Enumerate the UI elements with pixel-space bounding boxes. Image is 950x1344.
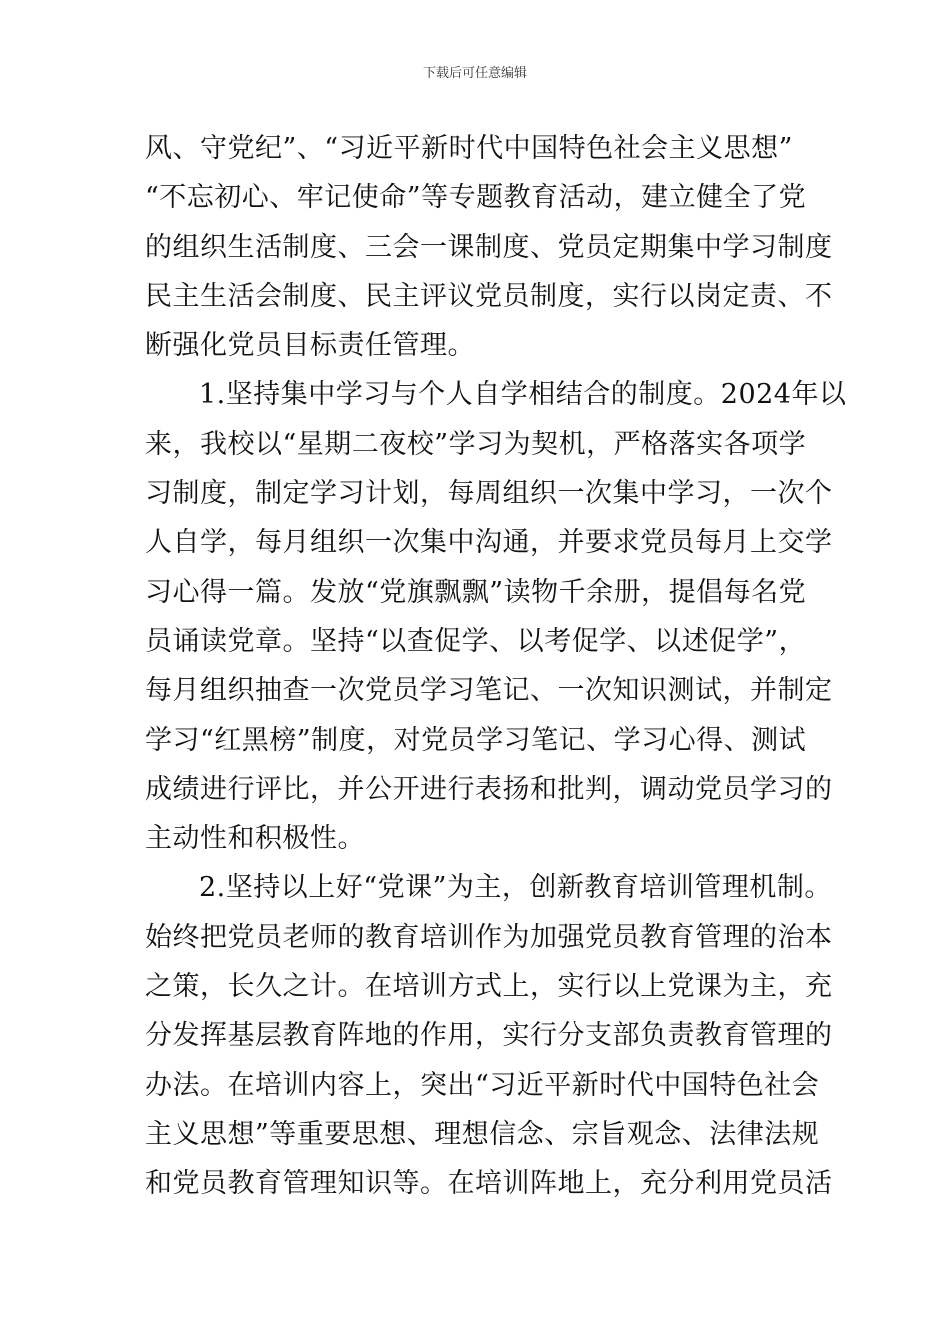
text-line: 习心得一篇。发放“党旗飘飘”读物千余册，提倡每名党 xyxy=(145,576,807,608)
text-line: 的组织生活制度、三会一课制度、党员定期集中学习制度 xyxy=(145,231,833,263)
text-line: 分发挥基层教育阵地的作用，实行分支部负责教育管理的 xyxy=(145,1020,833,1052)
text-line: 来，我校以“星期二夜校”学习为契机，严格落实各项学 xyxy=(145,428,807,460)
text-line: “不忘初心、牢记使命”等专题教育活动，建立健全了党 xyxy=(145,182,807,214)
text-line: 主义思想”等重要思想、理想信念、宗旨观念、法律法规 xyxy=(145,1118,820,1150)
paragraph-start-line: 1.坚持集中学习与个人自学相结合的制度。2024年以 xyxy=(199,379,847,411)
text-line: 每月组织抽查一次党员学习笔记、一次知识测试，并制定 xyxy=(145,675,833,707)
text-line: 学习“红黑榜”制度，对党员学习笔记、学习心得、测试 xyxy=(145,724,807,756)
text-line: 始终把党员老师的教育培训作为加强党员教育管理的治本 xyxy=(145,921,833,953)
page-header: 下载后可任意编辑 xyxy=(422,66,527,81)
text-line: 主动性和积极性。 xyxy=(145,823,365,855)
text-line: 员诵读党章。坚持“以查促学、以考促学、以述促学”， xyxy=(145,625,807,657)
text-line: 成绩进行评比，并公开进行表扬和批判，调动党员学习的 xyxy=(145,773,833,805)
text-line: 风、守党纪”、“习近平新时代中国特色社会主义思想” xyxy=(145,133,793,164)
text-line: 和党员教育管理知识等。在培训阵地上，充分利用党员活 xyxy=(145,1168,833,1200)
text-line: 断强化党员目标责任管理。 xyxy=(145,330,475,362)
text-line: 之策，长久之计。在培训方式上，实行以上党课为主，充 xyxy=(145,971,833,1003)
text-line: 办法。在培训内容上，突出“习近平新时代中国特色社会 xyxy=(145,1069,820,1101)
text-line: 人自学，每月组织一次集中沟通，并要求党员每月上交学 xyxy=(145,527,833,559)
text-line: 习制度，制定学习计划，每周组织一次集中学习，一次个 xyxy=(145,478,833,510)
paragraph-start-line: 2.坚持以上好“党课”为主，创新教育培训管理机制。 xyxy=(199,872,832,904)
text-line: 民主生活会制度、民主评议党员制度，实行以岗定责、不 xyxy=(145,280,833,312)
document-body xyxy=(145,124,847,1209)
